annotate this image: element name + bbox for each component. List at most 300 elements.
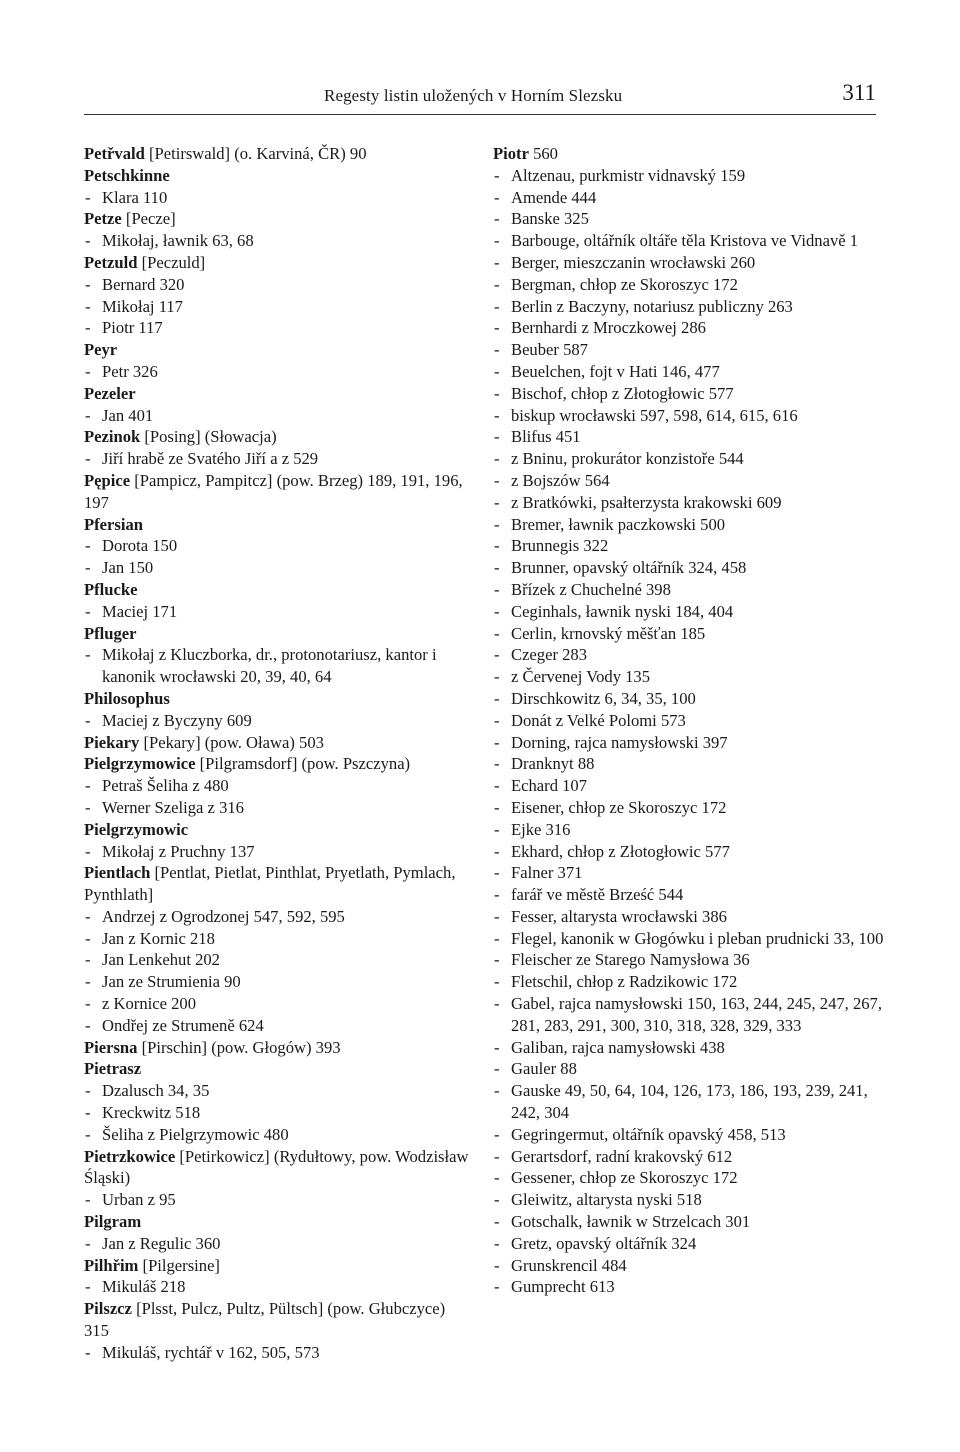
subentry-text: Kreckwitz 518 bbox=[102, 1103, 201, 1123]
subentry-text: Blifus 451 bbox=[511, 427, 581, 447]
subentry-text: Eisener, chłop ze Skoroszyc 172 bbox=[511, 797, 727, 817]
dash-marker: - bbox=[85, 1015, 91, 1035]
index-subentry bbox=[493, 906, 885, 928]
index-subentry bbox=[493, 1233, 885, 1255]
subentry-text: Gretz, opavský oltářník 324 bbox=[511, 1233, 697, 1253]
index-subentry bbox=[493, 274, 885, 296]
dash-marker: - bbox=[494, 1081, 500, 1101]
index-subentry bbox=[84, 775, 469, 797]
subentry-text: Jan Lenkehut 202 bbox=[102, 950, 220, 970]
dash-marker: - bbox=[494, 1059, 500, 1079]
headword: Peyr bbox=[84, 340, 118, 360]
subentry-text: z Bojszów 564 bbox=[511, 470, 610, 490]
dash-marker: - bbox=[494, 885, 500, 905]
dash-marker: - bbox=[85, 1233, 91, 1253]
dash-marker: - bbox=[494, 252, 500, 272]
subentry-text: Dranknyt 88 bbox=[511, 754, 595, 774]
headword-details: [Posing] (Słowacja) bbox=[140, 427, 277, 447]
headword: Pępice bbox=[84, 470, 131, 490]
subentry-text: Gabel, rajca namysłowski 150, 163, 244, 245, 247, 267, 281, 283, 291, 300, 310, 318, 328, 329, 333 bbox=[511, 994, 883, 1035]
subentry-text: Czeger 283 bbox=[511, 645, 588, 665]
dash-marker: - bbox=[85, 558, 91, 578]
dash-marker: - bbox=[85, 274, 91, 294]
headword: Petzuld bbox=[84, 252, 138, 272]
index-subentry bbox=[84, 1276, 469, 1298]
dash-marker: - bbox=[494, 361, 500, 381]
index-subentry bbox=[84, 841, 469, 863]
index-subentry bbox=[84, 906, 469, 928]
headword: Pfersian bbox=[84, 514, 143, 534]
dash-marker: - bbox=[85, 950, 91, 970]
headword-details: [Pekary] (pow. Oława) 503 bbox=[139, 732, 324, 752]
subentry-text: Brunnegis 322 bbox=[511, 536, 609, 556]
subentry-text: z Bninu, prokurátor konzistoře 544 bbox=[511, 449, 744, 469]
index-headword-entry bbox=[84, 732, 469, 754]
subentry-text: Břízek z Chuchelné 398 bbox=[511, 579, 671, 599]
subentry-text: Gotschalk, ławnik w Strzelcach 301 bbox=[511, 1212, 751, 1232]
index-subentry bbox=[493, 993, 885, 1037]
index-subentry bbox=[493, 492, 885, 514]
dash-marker: - bbox=[85, 1190, 91, 1210]
subentry-text: Barbouge, oltářník oltáře těla Kristova ve Vidnavě 1 bbox=[511, 231, 859, 251]
index-subentry bbox=[493, 1058, 885, 1080]
subentry-text: Jan ze Strumienia 90 bbox=[102, 972, 241, 992]
index-headword-entry bbox=[84, 688, 469, 710]
dash-marker: - bbox=[494, 1233, 500, 1253]
index-subentry bbox=[84, 405, 469, 427]
index-headword-entry bbox=[493, 143, 885, 165]
headword: Pflucke bbox=[84, 579, 138, 599]
dash-marker: - bbox=[494, 623, 500, 643]
headword: Philosophus bbox=[84, 688, 170, 708]
dash-marker: - bbox=[85, 361, 91, 381]
index-subentry bbox=[84, 1124, 469, 1146]
dash-marker: - bbox=[85, 231, 91, 251]
dash-marker: - bbox=[494, 1255, 500, 1275]
headword: Pfluger bbox=[84, 623, 137, 643]
subentry-text: Mikuláš, rychtář v 162, 505, 573 bbox=[102, 1342, 320, 1362]
dash-marker: - bbox=[85, 841, 91, 861]
dash-marker: - bbox=[494, 1190, 500, 1210]
index-subentry bbox=[493, 1211, 885, 1233]
index-subentry bbox=[493, 819, 885, 841]
index-subentry bbox=[84, 557, 469, 579]
headword: Pezeler bbox=[84, 383, 136, 403]
dash-marker: - bbox=[85, 1124, 91, 1144]
dash-marker: - bbox=[85, 906, 91, 926]
dash-marker: - bbox=[494, 427, 500, 447]
dash-marker: - bbox=[85, 601, 91, 621]
index-subentry bbox=[493, 230, 885, 252]
index-subentry bbox=[493, 841, 885, 863]
dash-marker: - bbox=[494, 274, 500, 294]
index-subentry bbox=[493, 165, 885, 187]
subentry-text: Jan z Regulic 360 bbox=[102, 1233, 221, 1253]
subentry-text: Werner Szeliga z 316 bbox=[102, 797, 244, 817]
headword: Petschkinne bbox=[84, 165, 170, 185]
index-headword-entry bbox=[84, 579, 469, 601]
subentry-text: Bernard 320 bbox=[102, 274, 185, 294]
subentry-text: Jan z Kornic 218 bbox=[102, 928, 215, 948]
dash-marker: - bbox=[494, 1146, 500, 1166]
subentry-text: Mikołaj, ławnik 63, 68 bbox=[102, 231, 254, 251]
subentry-text: Grunskrencil 484 bbox=[511, 1255, 627, 1275]
index-headword-entry bbox=[84, 165, 469, 187]
subentry-text: Dorota 150 bbox=[102, 536, 178, 556]
subentry-text: Fleischer ze Starego Namysłowa 36 bbox=[511, 950, 750, 970]
index-headword-entry bbox=[84, 339, 469, 361]
subentry-text: Gauske 49, 50, 64, 104, 126, 173, 186, 193, 239, 241, 242, 304 bbox=[511, 1081, 868, 1123]
dash-marker: - bbox=[494, 165, 500, 185]
headword: Petze bbox=[84, 209, 122, 229]
index-subentry bbox=[493, 1037, 885, 1059]
index-subentry bbox=[493, 557, 885, 579]
subentry-text: Beuber 587 bbox=[511, 340, 588, 360]
index-subentry bbox=[493, 208, 885, 230]
dash-marker: - bbox=[85, 405, 91, 425]
headword: Pilhřim bbox=[84, 1255, 139, 1275]
subentry-text: Mikołaj z Kluczborka, dr., protonotariusz, kantor i kanonik wrocławski 20, 39, 40, 64 bbox=[102, 645, 437, 687]
dash-marker: - bbox=[85, 710, 91, 730]
subentry-text: biskup wrocławski 597, 598, 614, 615, 616 bbox=[511, 405, 798, 425]
subentry-text: Dorning, rajca namysłowski 397 bbox=[511, 732, 728, 752]
headword: Pietrasz bbox=[84, 1059, 142, 1079]
index-subentry bbox=[493, 623, 885, 645]
headword-details: [Pecze] bbox=[121, 209, 176, 229]
dash-marker: - bbox=[494, 296, 500, 316]
dash-marker: - bbox=[85, 318, 91, 338]
subentry-text: Altzenau, purkmistr vidnavský 159 bbox=[511, 165, 746, 185]
index-subentry bbox=[493, 339, 885, 361]
dash-marker: - bbox=[494, 732, 500, 752]
index-headword-entry bbox=[84, 383, 469, 405]
dash-marker: - bbox=[85, 1081, 91, 1101]
dash-marker: - bbox=[494, 950, 500, 970]
subentry-text: Maciej 171 bbox=[102, 601, 178, 621]
dash-marker: - bbox=[85, 994, 91, 1014]
headword-details: [Pampicz, Pampitcz] (pow. Brzeg) 189, 191, 196, 197 bbox=[84, 470, 463, 512]
dash-marker: - bbox=[494, 972, 500, 992]
subentry-text: Beuelchen, fojt v Hati 146, 477 bbox=[511, 361, 720, 381]
subentry-text: Fletschil, chłop z Radzikowic 172 bbox=[511, 972, 738, 992]
index-headword-entry bbox=[84, 208, 469, 230]
dash-marker: - bbox=[494, 994, 500, 1014]
dash-marker: - bbox=[494, 514, 500, 534]
index-subentry bbox=[84, 928, 469, 950]
index-subentry bbox=[84, 1342, 469, 1364]
dash-marker: - bbox=[494, 340, 500, 360]
subentry-text: Dzalusch 34, 35 bbox=[102, 1081, 210, 1101]
headword: Pielgrzymowice bbox=[84, 754, 196, 774]
index-subentry bbox=[493, 884, 885, 906]
dash-marker: - bbox=[85, 972, 91, 992]
subentry-text: Falner 371 bbox=[511, 863, 583, 883]
headword: Pientlach bbox=[84, 863, 151, 883]
index-column-right bbox=[493, 143, 885, 1298]
index-subentry bbox=[493, 1189, 885, 1211]
headword: Pilszcz bbox=[84, 1299, 132, 1319]
index-subentry bbox=[493, 1167, 885, 1189]
index-subentry bbox=[493, 383, 885, 405]
dash-marker: - bbox=[494, 449, 500, 469]
dash-marker: - bbox=[494, 819, 500, 839]
index-headword-entry bbox=[84, 623, 469, 645]
dash-marker: - bbox=[494, 601, 500, 621]
subentry-text: z Kornice 200 bbox=[102, 994, 196, 1014]
subentry-text: Gumprecht 613 bbox=[511, 1277, 615, 1297]
headword-details: [Pirschin] (pow. Głogów) 393 bbox=[137, 1037, 341, 1057]
index-subentry bbox=[493, 1124, 885, 1146]
dash-marker: - bbox=[494, 1277, 500, 1297]
index-subentry bbox=[493, 1080, 885, 1124]
index-subentry bbox=[493, 187, 885, 209]
subentry-text: Ceginhals, ławnik nyski 184, 404 bbox=[511, 601, 734, 621]
dash-marker: - bbox=[494, 1124, 500, 1144]
index-subentry bbox=[84, 993, 469, 1015]
dash-marker: - bbox=[494, 667, 500, 687]
subentry-text: Mikuláš 218 bbox=[102, 1277, 186, 1297]
index-subentry bbox=[493, 775, 885, 797]
index-subentry bbox=[493, 426, 885, 448]
index-headword-entry bbox=[84, 143, 469, 165]
index-subentry bbox=[84, 230, 469, 252]
index-subentry bbox=[84, 949, 469, 971]
index-subentry bbox=[493, 535, 885, 557]
headword: Pezinok bbox=[84, 427, 141, 447]
index-subentry bbox=[84, 1015, 469, 1037]
dash-marker: - bbox=[494, 754, 500, 774]
subentry-text: z Bratkówki, psałterzysta krakowski 609 bbox=[511, 492, 782, 512]
index-headword-entry bbox=[84, 1298, 469, 1342]
dash-marker: - bbox=[494, 797, 500, 817]
index-headword-entry bbox=[84, 862, 469, 906]
subentry-text: Cerlin, krnovský měšťan 185 bbox=[511, 623, 706, 643]
dash-marker: - bbox=[494, 492, 500, 512]
subentry-text: Bergman, chłop ze Skoroszyc 172 bbox=[511, 274, 738, 294]
subentry-text: Berger, mieszczanin wrocławski 260 bbox=[511, 252, 756, 272]
headword: Piersna bbox=[84, 1037, 138, 1057]
index-headword-entry bbox=[84, 426, 469, 448]
subentry-text: Ekhard, chłop z Złotogłowic 577 bbox=[511, 841, 730, 861]
subentry-text: Brunner, opavský oltářník 324, 458 bbox=[511, 558, 747, 578]
subentry-text: Bischof, chłop z Złotogłowic 577 bbox=[511, 383, 734, 403]
index-subentry bbox=[493, 797, 885, 819]
index-subentry bbox=[493, 579, 885, 601]
index-subentry bbox=[84, 710, 469, 732]
subentry-text: Mikołaj z Pruchny 137 bbox=[102, 841, 255, 861]
dash-marker: - bbox=[85, 776, 91, 796]
dash-marker: - bbox=[494, 558, 500, 578]
subentry-text: Gessener, chłop ze Skoroszyc 172 bbox=[511, 1168, 738, 1188]
dash-marker: - bbox=[494, 928, 500, 948]
headword: Pietrzkowice bbox=[84, 1146, 176, 1166]
index-subentry bbox=[84, 361, 469, 383]
index-subentry bbox=[493, 514, 885, 536]
index-subentry bbox=[84, 601, 469, 623]
subentry-text: Ondřej ze Strumeně 624 bbox=[102, 1015, 264, 1035]
index-subentry bbox=[493, 1276, 885, 1298]
subentry-text: Galiban, rajca namysłowski 438 bbox=[511, 1037, 725, 1057]
dash-marker: - bbox=[85, 645, 91, 665]
subentry-text: farář ve městě Brześć 544 bbox=[511, 885, 684, 905]
dash-marker: - bbox=[494, 470, 500, 490]
index-headword-entry bbox=[84, 1211, 469, 1233]
subentry-text: Gegringermut, oltářník opavský 458, 513 bbox=[511, 1124, 786, 1144]
subentry-text: Urban z 95 bbox=[102, 1190, 176, 1210]
dash-marker: - bbox=[494, 645, 500, 665]
headword-details: [Pentlat, Pietlat, Pinthlat, Pryetlath, Pymlach, Pynthlath] bbox=[84, 863, 456, 905]
subentry-text: Petraš Šeliha z 480 bbox=[102, 776, 229, 796]
dash-marker: - bbox=[85, 296, 91, 316]
dash-marker: - bbox=[85, 1103, 91, 1123]
page-number: 311 bbox=[842, 80, 876, 105]
subentry-text: Šeliha z Pielgrzymowic 480 bbox=[102, 1124, 289, 1144]
dash-marker: - bbox=[85, 187, 91, 207]
running-header-title: Regesty listin uložených v Horním Slezsku bbox=[324, 86, 623, 105]
index-subentry bbox=[493, 753, 885, 775]
index-subentry bbox=[84, 448, 469, 470]
dash-marker: - bbox=[494, 1168, 500, 1188]
subentry-text: Gerartsdorf, radní krakovský 612 bbox=[511, 1146, 733, 1166]
headword-details: [Pilgramsdorf] (pow. Pszczyna) bbox=[195, 754, 411, 774]
dash-marker: - bbox=[85, 536, 91, 556]
subentry-text: z Červenej Vody 135 bbox=[511, 667, 651, 687]
index-subentry bbox=[84, 644, 469, 688]
subentry-text: Berlin z Baczyny, notariusz publiczny 263 bbox=[511, 296, 793, 316]
running-header bbox=[84, 80, 876, 115]
dash-marker: - bbox=[85, 928, 91, 948]
index-subentry bbox=[493, 1146, 885, 1168]
index-headword-entry bbox=[84, 753, 469, 775]
dash-marker: - bbox=[494, 209, 500, 229]
index-headword-entry bbox=[84, 1058, 469, 1080]
index-subentry bbox=[84, 971, 469, 993]
subentry-text: Amende 444 bbox=[511, 187, 597, 207]
headword-details: [Peczuld] bbox=[137, 252, 206, 272]
index-subentry bbox=[84, 187, 469, 209]
index-subentry bbox=[493, 296, 885, 318]
headword: Piotr bbox=[493, 144, 529, 163]
index-headword-entry bbox=[84, 252, 469, 274]
dash-marker: - bbox=[85, 1277, 91, 1297]
index-subentry bbox=[493, 252, 885, 274]
subentry-text: Gleiwitz, altarysta nyski 518 bbox=[511, 1190, 702, 1210]
subentry-text: Bernhardi z Mroczkowej 286 bbox=[511, 318, 706, 338]
dash-marker: - bbox=[494, 710, 500, 730]
index-subentry bbox=[493, 732, 885, 754]
dash-marker: - bbox=[85, 797, 91, 817]
dash-marker: - bbox=[494, 318, 500, 338]
subentry-text: Mikołaj 117 bbox=[102, 296, 183, 316]
index-subentry bbox=[84, 317, 469, 339]
dash-marker: - bbox=[494, 863, 500, 883]
headword-details: [Petirswald] (o. Karviná, ČR) 90 bbox=[144, 144, 367, 163]
headword-details: [Petirkowicz] (Rydułtowy, pow. Wodzisław Śląski) bbox=[84, 1146, 469, 1188]
index-headword-entry bbox=[84, 1255, 469, 1277]
dash-marker: - bbox=[85, 1342, 91, 1362]
headword-details: 560 bbox=[528, 144, 558, 163]
subentry-text: Andrzej z Ogrodzonej 547, 592, 595 bbox=[102, 906, 345, 926]
subentry-text: Fesser, altarysta wrocławski 386 bbox=[511, 906, 727, 926]
index-subentry bbox=[84, 296, 469, 318]
subentry-text: Maciej z Byczyny 609 bbox=[102, 710, 252, 730]
index-subentry bbox=[493, 361, 885, 383]
index-subentry bbox=[493, 862, 885, 884]
dash-marker: - bbox=[494, 405, 500, 425]
subentry-text: Gauler 88 bbox=[511, 1059, 577, 1079]
index-headword-entry bbox=[84, 514, 469, 536]
index-subentry bbox=[84, 1102, 469, 1124]
subentry-text: Jan 150 bbox=[102, 558, 154, 578]
index-subentry bbox=[493, 644, 885, 666]
index-subentry bbox=[493, 1255, 885, 1277]
dash-marker: - bbox=[85, 449, 91, 469]
subentry-text: Donát z Velké Polomi 573 bbox=[511, 710, 686, 730]
index-column-left bbox=[84, 143, 469, 1364]
index-subentry bbox=[493, 601, 885, 623]
dash-marker: - bbox=[494, 579, 500, 599]
subentry-text: Echard 107 bbox=[511, 776, 588, 796]
subentry-text: Piotr 117 bbox=[102, 318, 163, 338]
headword: Pielgrzymowic bbox=[84, 819, 189, 839]
headword-details: [Pilgersine] bbox=[138, 1255, 220, 1275]
dash-marker: - bbox=[494, 688, 500, 708]
index-headword-entry bbox=[84, 1146, 469, 1190]
index-subentry bbox=[493, 949, 885, 971]
index-subentry bbox=[84, 1189, 469, 1211]
index-subentry bbox=[493, 405, 885, 427]
subentry-text: Dirschkowitz 6, 34, 35, 100 bbox=[511, 688, 696, 708]
index-subentry bbox=[493, 666, 885, 688]
headword: Piekary bbox=[84, 732, 140, 752]
dash-marker: - bbox=[494, 1037, 500, 1057]
index-headword-entry bbox=[84, 819, 469, 841]
subentry-text: Petr 326 bbox=[102, 361, 158, 381]
index-headword-entry bbox=[84, 470, 469, 514]
dash-marker: - bbox=[494, 1212, 500, 1232]
headword: Petřvald bbox=[84, 144, 145, 163]
index-headword-entry bbox=[84, 1037, 469, 1059]
index-subentry bbox=[493, 470, 885, 492]
headword-details: [Plsst, Pulcz, Pultz, Pültsch] (pow. Głubczyce) 315 bbox=[84, 1299, 446, 1341]
index-subentry bbox=[84, 535, 469, 557]
subentry-text: Jan 401 bbox=[102, 405, 154, 425]
index-subentry bbox=[84, 274, 469, 296]
dash-marker: - bbox=[494, 841, 500, 861]
dash-marker: - bbox=[494, 187, 500, 207]
index-subentry bbox=[84, 797, 469, 819]
index-subentry bbox=[493, 317, 885, 339]
subentry-text: Jiří hrabě ze Svatého Jiří a z 529 bbox=[102, 449, 319, 469]
index-subentry bbox=[493, 448, 885, 470]
index-subentry bbox=[493, 971, 885, 993]
headword: Pilgram bbox=[84, 1212, 142, 1232]
index-subentry bbox=[84, 1233, 469, 1255]
subentry-text: Flegel, kanonik w Głogówku i pleban prudnicki 33, 100 bbox=[511, 928, 884, 948]
subentry-text: Bremer, ławnik paczkowski 500 bbox=[511, 514, 726, 534]
subentry-text: Banske 325 bbox=[511, 209, 589, 229]
subentry-text: Klara 110 bbox=[102, 187, 168, 207]
index-subentry bbox=[493, 928, 885, 950]
subentry-text: Ejke 316 bbox=[511, 819, 571, 839]
index-subentry bbox=[493, 710, 885, 732]
dash-marker: - bbox=[494, 906, 500, 926]
index-subentry bbox=[493, 688, 885, 710]
dash-marker: - bbox=[494, 536, 500, 556]
dash-marker: - bbox=[494, 776, 500, 796]
dash-marker: - bbox=[494, 383, 500, 403]
index-subentry bbox=[84, 1080, 469, 1102]
